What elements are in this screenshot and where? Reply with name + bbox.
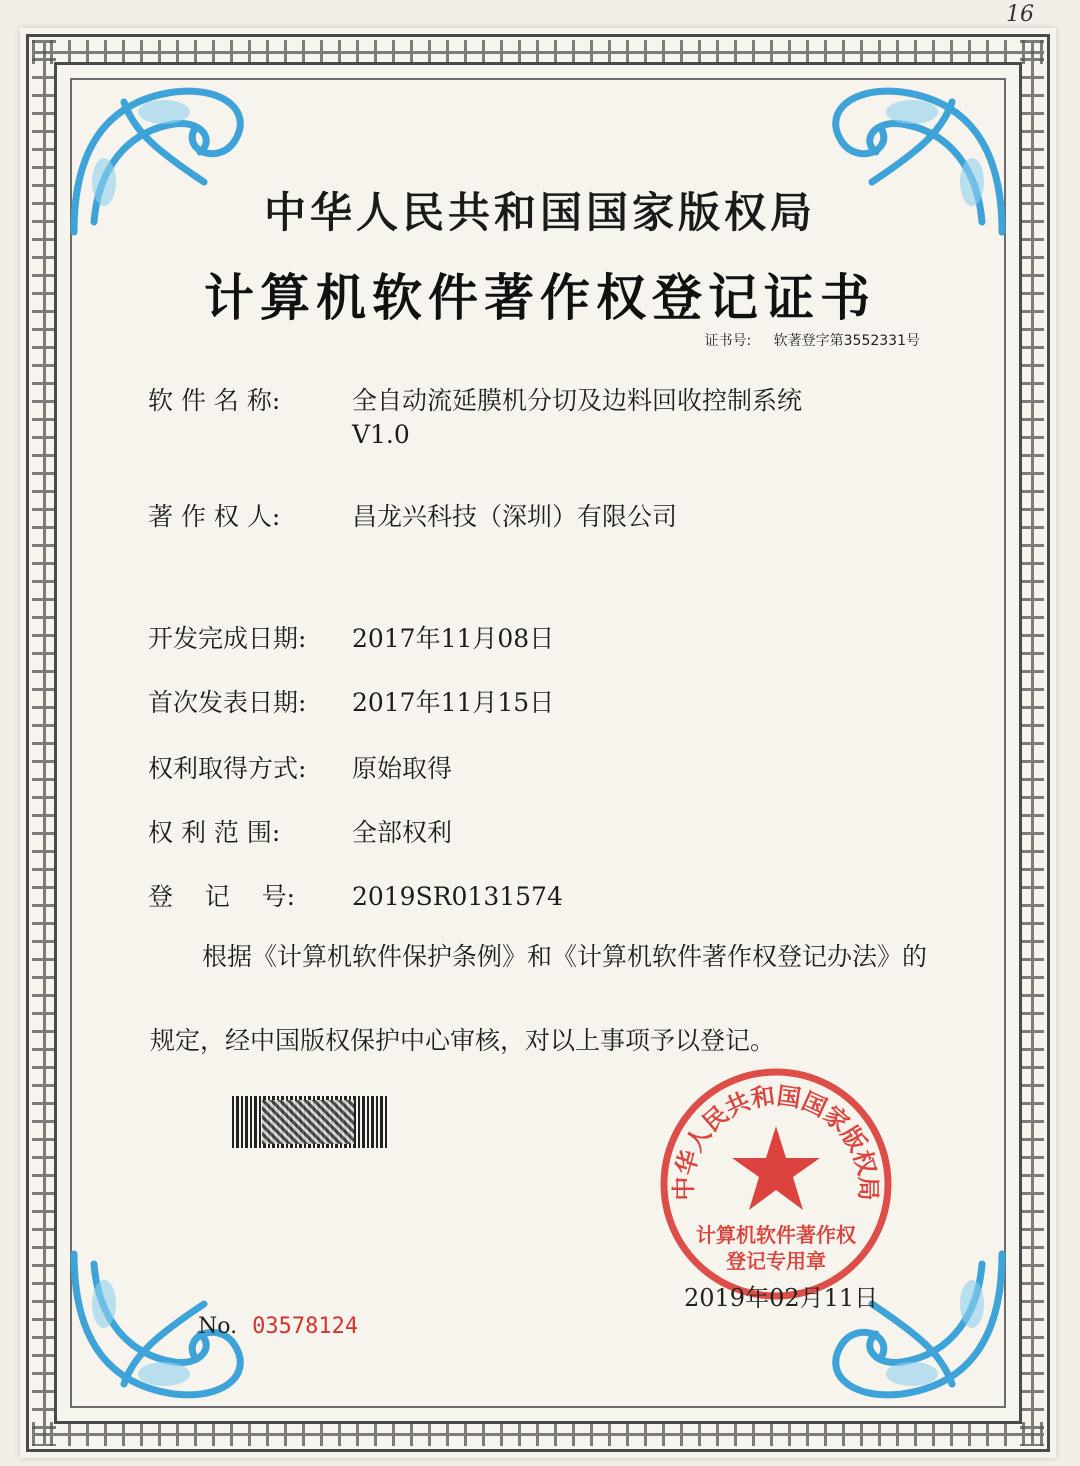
greek-key-border-bottom [32,1422,1044,1446]
seal-inner-line1: 计算机软件著作权 [696,1223,856,1247]
serial-value: 03578124 [252,1314,359,1339]
software-name-label: 软 件 名 称: [148,386,281,415]
greek-key-border-left [32,40,56,1446]
statement-line-2: 规定，经中国版权保护中心审核，对以上事项予以登记。 [150,1026,776,1055]
seal-ring-text: 中华人民共和国国家版权局 [669,1081,883,1201]
field-development-date [148,622,554,656]
publication-date-label: 首次发表日期: [148,688,307,717]
seal-star-icon [732,1126,820,1210]
serial-label: No. [198,1314,238,1339]
certificate-number-label: 证书号: [704,333,752,349]
acquisition-method-label: 权利取得方式: [148,754,307,783]
greek-key-border-right [1020,40,1044,1446]
field-publication-date [148,686,554,720]
software-name-line2: V1.0 [351,420,410,449]
copyright-owner-label: 著 作 权 人: [148,502,281,531]
rights-scope-label: 权 利 范 围: [148,818,281,847]
seal-inner-line2: 登记专用章 [726,1249,826,1273]
field-software-name [148,384,872,452]
issuer-title: 中华人民共和国国家版权局 [263,188,816,237]
barcode-pattern [262,1100,354,1144]
development-date-label: 开发完成日期: [148,624,307,653]
issue-date: 2019年02月11日 [684,1284,879,1312]
field-registration-number [148,880,563,914]
certificate-number [704,330,920,350]
field-acquisition-method [148,752,452,786]
barcode-image [232,1096,388,1148]
registration-number-value: 2019SR0131574 [351,882,563,911]
certificate-number-value: 软著登字第3552331号 [773,333,920,349]
serial-number [198,1314,358,1339]
greek-key-border-top [32,40,1044,64]
registration-number-label: 登 记 号: [148,882,295,911]
certificate-title: 计算机软件著作权登记证书 [204,269,876,327]
statement-line-1: 根据《计算机软件保护条例》和《计算机软件著作权登记办法》的 [202,942,928,971]
development-date-value: 2017年11月08日 [351,624,555,653]
software-name-line1: 全自动流延膜机分切及边料回收控制系统 [351,386,802,415]
copyright-owner-value: 昌龙兴科技（深圳）有限公司 [351,502,677,531]
rights-scope-value: 全部权利 [351,818,452,847]
page-number-handwritten: 16 [1006,2,1034,27]
software-name-value [352,384,872,452]
acquisition-method-value: 原始取得 [351,754,452,783]
official-seal [656,1064,896,1304]
certificate [20,28,1056,1458]
field-rights-scope [148,816,452,850]
publication-date-value: 2017年11月15日 [351,688,555,717]
field-copyright-owner [148,500,677,534]
